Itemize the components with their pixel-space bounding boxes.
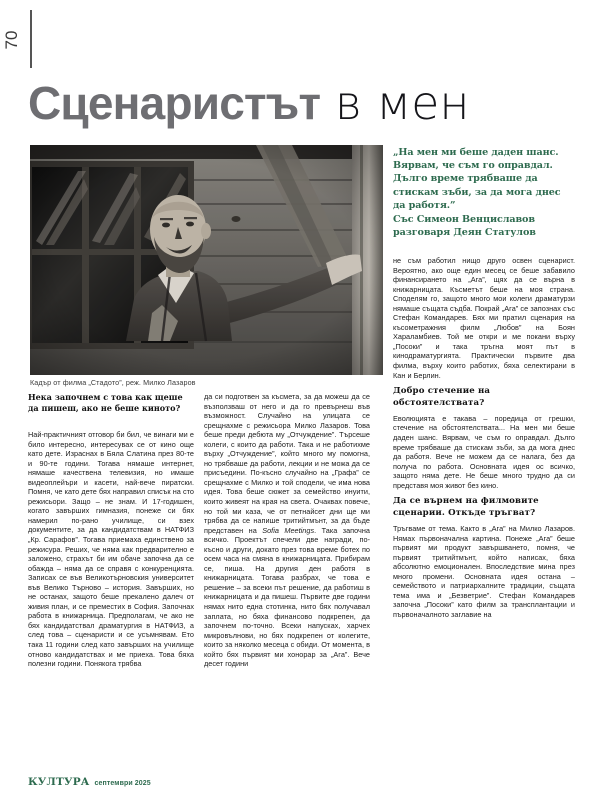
lead-question: Нека започнем с това как щеше да пишеш, ако не беше киното? (28, 392, 183, 413)
title-light-part: в мен (320, 76, 470, 130)
title-bold-part: Сценаристът (28, 77, 321, 129)
section-subhead: Да се върнем на филмовите сценарии. Откъде тръгват? (393, 496, 539, 518)
body-column-left (28, 430, 194, 669)
photo-illustration (30, 145, 383, 375)
pull-quote-text: „На мен ми беше даден шанс. Вярвам, че съм го оправдал. Дълго време трябваше да стискам зъби, за да мога днес да работя.” (393, 147, 561, 211)
pull-quote (393, 146, 575, 239)
paragraph: Най-практичният отговор би бил, че винаги ми е било интересно, интересувах се от кино още като дете. Израснах в Бяла Слатина през 80-те и 90-те години. Тогава нямаше интернет, нямаше качествена телевизия, но имаше видеоплейъри и касети, най-вече пиратски. Помня, че като дете бях направил списък на сто режисьори. Защо – не знам. И 17-годишен, когато завърших гимназия, понеже си бях намерил по-рано училище, си взех документите, за да кандидатствам в НАТФИЗ „Кр. Сарафов”. Тогава приемаха единствено за режисура. Реших, че няма как предварително е заложено, страхът би им обаче започна да се обажда – няма да се справя с конкуренцията. Записах се във Великотърновския университет във Велико Търново – история. Завърших, но не останах, защото беше прекалено далеч от живия план, и се преместих в София. Започнах работа в книжарница. Предполагам, че ако не бях кандидатствал драматургия в НАТФИЗ, а след това – сценаристи и се усъмнявам. Ето така 11 години след като завърших на училище отново кандидатствах и ме приеха. Това бяха полезни години. Понякога трябва (28, 430, 194, 669)
paragraph: да си подготвен за късмета, за да можеш да се възползваш от него и да го превърнеш във възможност. Случайно на улицата се срещнахме с режисьора Милко Лазаров. Това беше преди дебюта му „Отчуждение”. Търсеше колеги, с които да работи. Така и не работихме върху „Отчуждение”, който много му помогна, но трябваше да работи, лекции и не можа да се присъедини. По-късно случайно на „Графа” се срещнахме с Милко и той сподели, че има нова идея. Това беше сюжет за семейство инуити, които живеят на края на света. Очаквах повече, но той ми каза, че от петнайсет дни ще ми трябва да се напише тритийтмънт, за да бъде представен на Sofia Meetings. Така започна всичко. Проектът спечели две награди, по-късно и други, докато през това време ботех по осем часа на смяна в книжарницата. Прибирам се, пиша. На другия ден работя в книжарницата. Тогава разбрах, че това е решение – за всеки път решение, да работиш в книжарницата и да пишеш. Първите две години нямах нито една стотинка, нито бях получавал заплата, но бяха финансово подкрепен, да започнем по-точно. Всеки напусках, харчех микровълнови, но бях подкрепен от колегите, които за няколко месеца с обиди. От момента, в който бях първият ми хонорар за „Ага”. Вече десет години (204, 392, 370, 669)
pull-quote-credit: Със Симеон Венциславов разговаря Деян Статулов (393, 214, 536, 239)
footer-date: септември 2025 (94, 780, 151, 787)
footer-brand: КУЛТУРА (28, 776, 90, 788)
paragraph: Еволюцията е такава – поредица от грешки, стечение на обстоятелствата... На мен ми беше даден шанс. Вярвам, че съм го оправдал. Дълго време трябваше да стискам зъби, за да мога днес да работя. Вече не можем да се налага, без да получа по работа. Основната идея ос всичко, защото няма дете. Не беше много трудно да си представя моя живот без кино. (393, 413, 575, 490)
folio-rule (30, 10, 32, 68)
article-photo (30, 145, 383, 375)
body-column-middle (204, 392, 370, 669)
page-folio (0, 8, 34, 70)
photo-caption: Кадър от филма „Стадото”, реж. Милко Лазаров (30, 378, 196, 387)
paragraph: Тръгваме от тема. Както в „Ага” на Милко Лазаров. Нямах първоначална картина. Понеже „Ага” беше първият ми продукт завършването, помня, че първият тритийтмънт, който написах, бяха абсолютно емоционален. Впоследствие мина през много промени. Основната идея остана – семейството и патриархалните традиции, същата тема има и „Безветрие”. Стефан Командарев започна „Посоки” като филм за трансплантации и първоначалното заглавие на (393, 524, 575, 620)
page-number: 70 (2, 30, 21, 50)
section-subhead: Добро стечение на обстоятелствата? (393, 386, 491, 408)
page-title (28, 78, 588, 128)
page-footer (28, 776, 151, 788)
body-column-right (393, 256, 575, 620)
paragraph: не съм работил нищо друго освен сценарист. Вероятно, ако още един месец се беше забавило финансирането на „Ага”, щях да се върна в книжарницата. Късметът беше на моя страна. Споделям го, защото много мои колеги драматурзи нямаше същата съдба. Покрай „Ага” се запознах със Стефан Командарев. Бях ми пратил сценария на късометражния филм „Любов” на Боян Хараламбиев. Той ме откри и ме покани върху „Посоки” и така тръгна моят път в кинодраматургията. Практически първите два филма, върху които работих, бяха селектирани в Кан и Берлин. (393, 256, 575, 380)
